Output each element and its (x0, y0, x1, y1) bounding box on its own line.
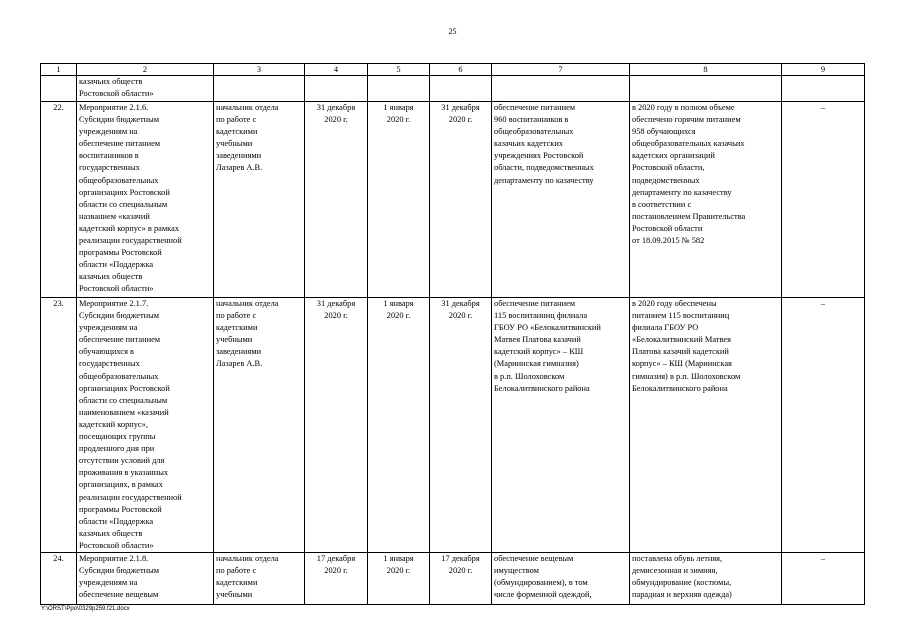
cell-line: учреждениях Ростовской (494, 151, 584, 161)
column-number-cell: 5 (368, 64, 430, 76)
cell-line: Ростовской области (632, 223, 703, 233)
cell-line: 2020 г. (448, 115, 473, 125)
cell-line: отсутствии условий для (79, 456, 165, 466)
cell-line: 1 января (383, 553, 414, 563)
problems-cell: – (782, 298, 865, 553)
column-number-row (41, 64, 865, 76)
cell-line: кадетскими (216, 578, 258, 588)
table-row (41, 102, 865, 298)
problems-cell: – (782, 102, 865, 298)
end-plan-date-cell (430, 552, 492, 604)
continuation-cell (368, 76, 430, 102)
table-row (41, 552, 865, 604)
events-table (40, 63, 865, 605)
cell-line: кадетский корпус» в рамках (79, 223, 180, 233)
expected-result-cell (492, 102, 630, 298)
cell-line: реализации государственной (79, 236, 182, 246)
page-number: 25 (448, 27, 457, 36)
cell-line: воспитанников в (79, 151, 139, 161)
cell-line: 2020 г. (386, 311, 411, 321)
cell-line: области, подведомственных (494, 163, 594, 173)
cell-line: названием «казачий (79, 211, 150, 221)
start-plan-date-cell (305, 102, 368, 298)
cell-line: учреждениям на (79, 127, 138, 137)
cell-line: Субсидии бюджетным (79, 311, 160, 321)
cell-line: по работе с (216, 566, 257, 576)
cell-line: посещающих группы (79, 432, 156, 442)
cell-line: в соответствии с (632, 199, 692, 209)
cell-line: 2020 г. (448, 311, 473, 321)
continuation-cell (492, 76, 630, 102)
footer-file-path: Y:\ORST\Ppo\0329p259.f21.docx (41, 606, 130, 612)
cell-line: обеспечение питанием (494, 299, 576, 308)
cell-line: департаменту по казачеству (632, 187, 732, 197)
executor-cell (214, 552, 305, 604)
end-plan-date-cell (430, 102, 492, 298)
cell-line: 31 декабря (441, 299, 480, 308)
cell-line: «Белокалитвинский Матвея (632, 335, 731, 345)
column-number-cell: 2 (77, 64, 214, 76)
cell-line: 2020 г. (448, 566, 473, 576)
expected-result-cell (492, 552, 630, 604)
cell-line: обеспечение вещевым (494, 553, 574, 563)
cell-line: Платова казачий кадетский (632, 347, 729, 357)
cell-line: общеобразовательных (494, 127, 574, 137)
cell-line: учебными (216, 139, 253, 149)
continuation-line: казачьих обществ (79, 77, 143, 86)
row-number-cell: 22. (41, 102, 77, 298)
cell-line: заведениями (216, 151, 262, 161)
cell-line: (Мариинская гимназия) (494, 359, 579, 369)
measure-cell (77, 102, 214, 298)
start-fact-date-cell (368, 102, 430, 298)
continuation-cell (41, 76, 77, 102)
cell-line: питанием 115 воспитанниц (632, 311, 730, 321)
cell-line: продленного дня при (79, 444, 155, 454)
cell-line: числе форменной одеждой, (494, 590, 592, 600)
cell-line: кадетских организаций (632, 151, 715, 161)
cell-line: в 2020 году обеспечены (632, 299, 717, 308)
column-number-cell: 4 (305, 64, 368, 76)
cell-line: учебными (216, 590, 253, 600)
cell-line: обеспечение питанием (494, 103, 576, 112)
column-number-cell: 7 (492, 64, 630, 76)
continuation-row (41, 76, 865, 102)
cell-line: Мероприятие 2.1.7. (79, 299, 149, 308)
row-number-cell: 24. (41, 552, 77, 604)
cell-line: области «Поддержка (79, 516, 154, 526)
cell-line: гимназия) в р.п. Шолоховском (632, 371, 741, 381)
cell-line: 31 декабря (316, 299, 356, 308)
expected-result-cell (492, 298, 630, 553)
cell-line: 1 января (383, 299, 414, 308)
column-number-cell: 8 (630, 64, 782, 76)
cell-line: Лазарев А.В. (216, 163, 263, 173)
column-number-cell: 1 (41, 64, 77, 76)
cell-line: учреждениям на (79, 578, 138, 588)
measure-cell (77, 552, 214, 604)
cell-line: наименованием «казачий (79, 407, 169, 417)
cell-line: кадетский корпус» – КШ (494, 347, 584, 357)
cell-line: Матвея Платова казачий (494, 335, 581, 345)
cell-line: учреждениям на (79, 323, 138, 333)
cell-line: парадная и верхняя одежда) (632, 590, 732, 600)
achieved-result-cell (630, 298, 782, 553)
cell-line: начальник отдела (216, 553, 279, 563)
cell-line: филиала ГБОУ РО (632, 323, 699, 333)
cell-line: Субсидии бюджетным (79, 115, 160, 125)
cell-line: департаменту по казачеству (494, 175, 594, 185)
continuation-cell (630, 76, 782, 102)
cell-line: проживания в указанных (79, 468, 169, 478)
cell-line: программы Ростовской (79, 248, 162, 258)
continuation-measure-cell (77, 76, 214, 102)
cell-line: начальник отдела (216, 299, 279, 308)
row-number-cell: 23. (41, 298, 77, 553)
cell-line: в р.п. Шолоховском (494, 371, 565, 381)
cell-line: Белокалитвинского района (632, 383, 728, 393)
continuation-cell (782, 76, 865, 102)
cell-line: казачьих обществ (79, 528, 143, 538)
cell-line: Ростовской области» (79, 540, 154, 550)
cell-line: 31 декабря (316, 103, 356, 112)
cell-line: имуществом (494, 566, 539, 576)
cell-line: 960 воспитанников в (494, 115, 569, 125)
cell-line: по работе с (216, 115, 257, 125)
cell-line: учебными (216, 335, 253, 345)
cell-line: кадетскими (216, 323, 258, 333)
cell-line: Белокалитвинского района (494, 383, 590, 393)
cell-line: обеспечение питанием (79, 139, 161, 149)
cell-line: постановлением Правительства (632, 211, 746, 221)
cell-line: общеобразовательных (79, 371, 159, 381)
cell-line: обеспечено горячим питанием (632, 115, 741, 125)
cell-line: программы Ростовской (79, 504, 162, 514)
cell-line: 31 декабря (441, 103, 480, 112)
achieved-result-cell (630, 552, 782, 604)
cell-line: демисезонная и зимняя, (632, 566, 718, 576)
cell-line: обеспечение вещевым (79, 590, 159, 600)
cell-line: обеспечение питанием (79, 335, 161, 345)
cell-line: кадетскими (216, 127, 258, 137)
cell-line: 2020 г. (386, 566, 411, 576)
cell-line: Лазарев А.В. (216, 359, 263, 369)
measure-cell (77, 298, 214, 553)
cell-line: обмундирование (костюмы, (632, 578, 732, 588)
cell-line: подведомственных (632, 175, 700, 185)
cell-line: Ростовской области, (632, 163, 705, 173)
executor-cell (214, 298, 305, 553)
cell-line: корпус» – КШ (Мариинская (632, 359, 732, 369)
cell-line: Ростовской области» (79, 284, 154, 294)
cell-line: по работе с (216, 311, 257, 321)
cell-line: 2020 г. (324, 311, 348, 321)
start-plan-date-cell (305, 552, 368, 604)
column-number-cell: 3 (214, 64, 305, 76)
cell-line: 2020 г. (324, 115, 348, 125)
start-fact-date-cell (368, 552, 430, 604)
cell-line: реализации государственной (79, 492, 182, 502)
cell-line: организациях Ростовской (79, 187, 170, 197)
cell-line: кадетский корпус», (79, 419, 148, 429)
cell-line: общеобразовательных (79, 175, 159, 185)
table-row (41, 298, 865, 553)
cell-line: 958 обучающихся (632, 127, 696, 137)
cell-line: 17 декабря (441, 553, 480, 563)
cell-line: поставлена обувь летняя, (632, 553, 723, 563)
end-plan-date-cell (430, 298, 492, 553)
cell-line: казачьих обществ (79, 272, 143, 282)
cell-line: начальник отдела (216, 103, 279, 112)
cell-line: общеобразовательных казачьих (632, 139, 745, 149)
column-number-cell: 6 (430, 64, 492, 76)
cell-line: 2020 г. (386, 115, 411, 125)
cell-line: (обмундированием), в том (494, 578, 588, 588)
cell-line: 2020 г. (324, 566, 348, 576)
cell-line: обучающихся в (79, 347, 134, 357)
cell-line: организациях, в рамках (79, 480, 163, 490)
cell-line: государственных (79, 359, 140, 369)
cell-line: 115 воспитанниц филиала (494, 311, 588, 321)
cell-line: государственных (79, 163, 140, 173)
executor-cell (214, 102, 305, 298)
continuation-cell (214, 76, 305, 102)
cell-line: заведениями (216, 347, 262, 357)
continuation-cell (430, 76, 492, 102)
start-fact-date-cell (368, 298, 430, 553)
cell-line: ГБОУ РО «Белокалитвинский (494, 323, 601, 333)
cell-line: в 2020 году в полном объеме (632, 103, 735, 112)
problems-cell: – (782, 552, 865, 604)
cell-line: 17 декабря (316, 553, 356, 563)
cell-line: области «Поддержка (79, 260, 154, 270)
column-number-cell: 9 (782, 64, 865, 76)
achieved-result-cell (630, 102, 782, 298)
cell-line: от 18.09.2015 № 582 (632, 236, 705, 246)
cell-line: организациях Ростовской (79, 383, 170, 393)
cell-line: Субсидии бюджетным (79, 566, 160, 576)
cell-line: 1 января (383, 103, 414, 112)
cell-line: Мероприятие 2.1.8. (79, 553, 149, 563)
continuation-cell (305, 76, 368, 102)
cell-line: Мероприятие 2.1.6. (79, 103, 149, 112)
cell-line: области со специальным (79, 395, 168, 405)
cell-line: области со специальным (79, 199, 168, 209)
cell-line: казачьих кадетских (494, 139, 563, 149)
start-plan-date-cell (305, 298, 368, 553)
continuation-line: Ростовской области» (79, 89, 154, 99)
